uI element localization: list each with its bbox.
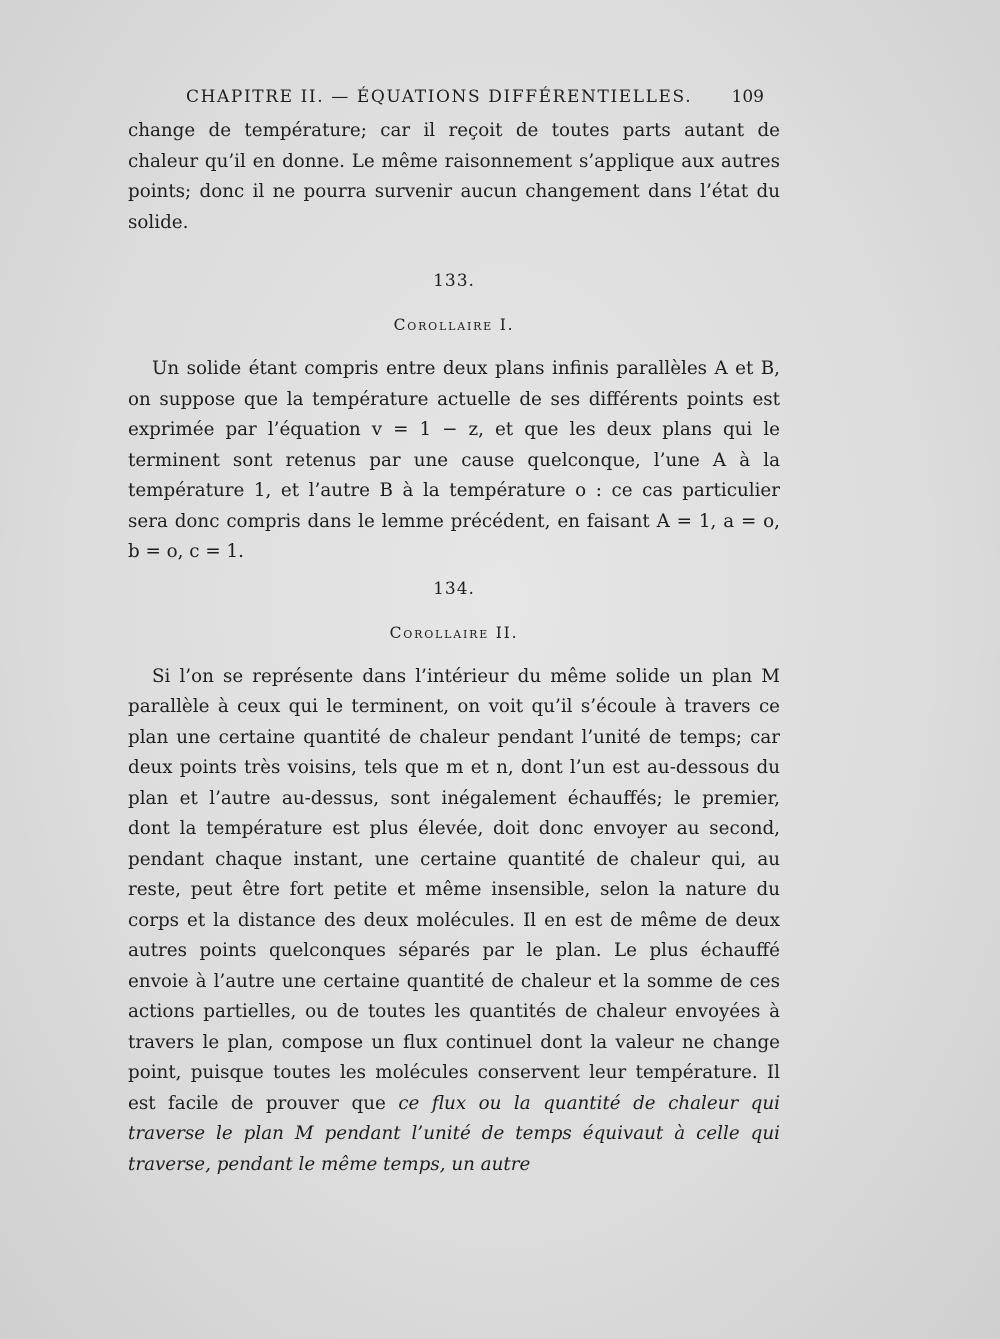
page-number: 109 xyxy=(731,87,764,107)
section-title-corollaire-1: Corollaire I. xyxy=(393,316,515,334)
paragraph-corollaire-1: Un solide étant compris entre deux plans infinis parallèles A et B, on suppose que la température actuelle de ses différents points est exprimée par l’équation v = 1 − z, et que les deux plans qui le terminent sont retenus par une cause quelconque, l’une A à la température 1, et l’autre B à la température o : ce cas particulier sera donc compris dans le lemme précédent, en faisant A = 1, a = o, b = o, c = 1. xyxy=(128,358,780,562)
section-number-134: 134. xyxy=(433,578,475,599)
paragraph-continuation: change de température; car il reçoit de toutes parts autant de chaleur qu’il en donne. Le même raisonnement s’applique aux autres points; donc il ne pourra survenir aucun changement dans l’état du solide. xyxy=(128,120,780,233)
section-title-corollaire-2: Corollaire II. xyxy=(389,623,519,642)
paragraph-corollaire-2-text: Si l’on se représente dans l’intérieur du même solide un plan M parallèle à ceux qui le terminent, on voit qu’il s’écoule à travers ce plan une certaine quantité de chaleur pendant l’unité de temps; car deux points très voisins, tels que m et n, dont l’un est au-dessous du plan et l’autre au-dessus, sont inégalement échauffés; le premier, dont la température est plus élevée, doit donc envoyer au second, pendant chaque instant, une certaine quantité de chaleur qui, au reste, peut être fort petite et même insensible, selon la nature du corps et la distance des deux molécules. Il en est de même de deux autres points quelconques séparés par le plan. Le plus échauffé envoie à l’autre une certaine quantité de chaleur et la somme de ces actions partielles, ou de toutes les quantités de chaleur envoyées à travers le plan, compose un flux continuel dont la valeur ne change point, puisque toutes les molécules conservent leur température. Il est facile de prouver que xyxy=(128,665,780,1114)
paragraph-corollaire-2-italic: ce flux ou la quantité de chaleur qui traverse le plan M pendant l’unité de temps équivaut à celle qui traverse, pendant le même temps, un autre xyxy=(128,1092,780,1175)
text-column xyxy=(128,82,780,1180)
chapter-title: CHAPITRE II. — ÉQUATIONS DIFFÉRENTIELLES. xyxy=(186,87,693,107)
running-head xyxy=(128,82,780,116)
section-number-133: 133. xyxy=(433,271,475,291)
paragraph-corollaire-2 xyxy=(128,662,780,1181)
